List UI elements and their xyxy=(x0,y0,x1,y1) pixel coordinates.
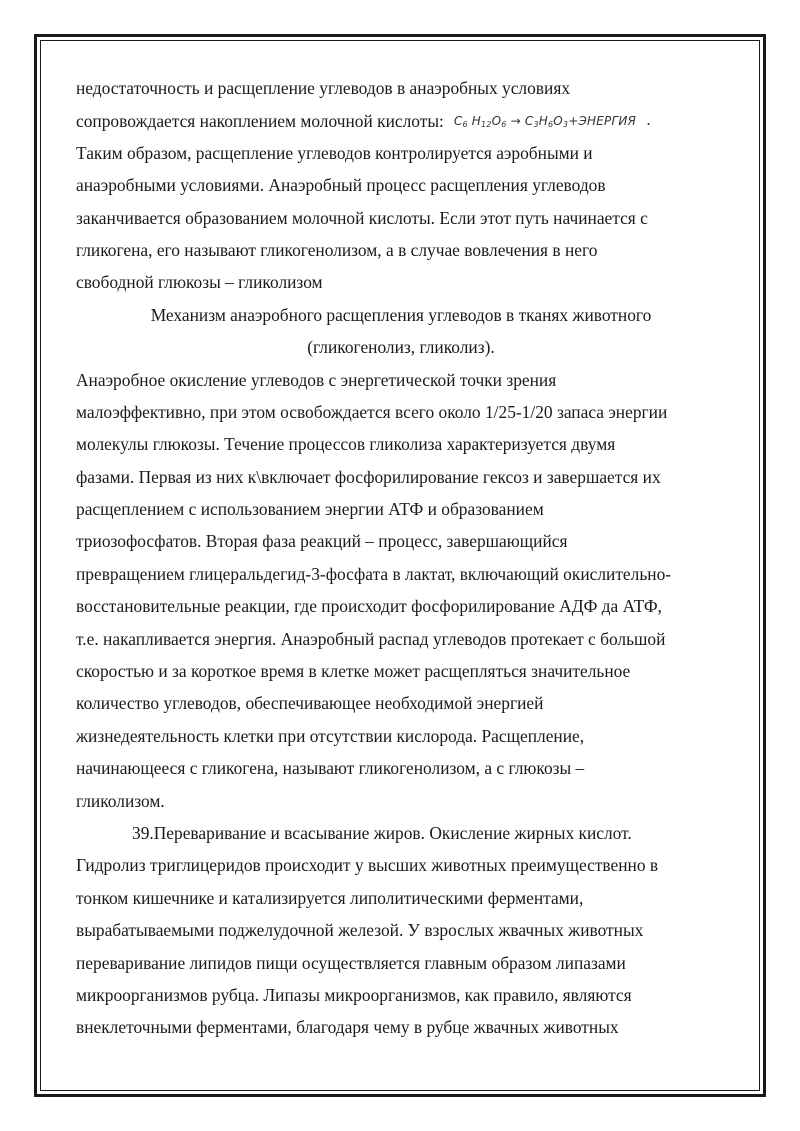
text-line: Анаэробное окисление углеводов с энергетической точки зрения xyxy=(76,369,557,390)
text-line: т.е. накапливается энергия. Анаэробный распад углеводов протекает с большой xyxy=(76,628,666,649)
text-line: гликолизом. xyxy=(76,790,165,811)
text-line: недостаточность и расщепление углеводов в анаэробных условиях xyxy=(76,78,571,98)
text-line: Гидролиз триглицеридов происходит у высших животных преимущественно в xyxy=(76,855,659,876)
text-line: свободной глюкозы – гликолизом xyxy=(76,272,323,293)
text-line: молекулы глюкозы. Течение процессов гликолиза характеризуется двумя xyxy=(76,434,616,455)
text-line: превращением глицеральдегид-3-фосфата в лактат, включающий окислительно- xyxy=(76,563,672,584)
text-line: количество углеводов, обеспечивающее необходимой энергией xyxy=(76,693,544,714)
paragraph-heading: 39.Переваривание и всасывание жиров. Окисление жирных кислот. xyxy=(132,822,632,843)
text-line-with-formula xyxy=(76,104,726,136)
text-line: гликогена, его называют гликогенолизом, а в случае вовлечения в него xyxy=(76,239,598,260)
text-line: малоэффективно, при этом освобождается всего около 1/25-1/20 запаса энергии xyxy=(76,401,668,422)
text-line: заканчивается образованием молочной кислоты. Если этот путь начинается с xyxy=(76,207,648,228)
text-line: анаэробными условиями. Анаэробный процесс расщепления углеводов xyxy=(76,175,606,196)
text-line: жизнедеятельность клетки при отсутствии кислорода. Расщепление, xyxy=(76,725,585,746)
text-line: переваривание липидов пищи осуществляется главным образом липазами xyxy=(76,952,626,973)
document-body xyxy=(76,72,726,1044)
text-line: Таким образом, расщепление углеводов контролируется аэробными и xyxy=(76,142,593,163)
section-heading: Механизм анаэробного расщепления углеводов в тканях животного xyxy=(150,304,652,325)
chemical-equation: $C_6$ $H_{12}O_6$ → $C_3H_6O_3+ЭНЕРГИЯ$ . xyxy=(453,111,652,130)
text-line: сопровождается накоплением молочной кислоты: xyxy=(76,111,444,132)
text-line: тонком кишечнике и катализируется липолитическими ферментами, xyxy=(76,887,584,908)
text-line: восстановительные реакции, где происходит фосфорилирование АДФ да АТФ, xyxy=(76,596,662,617)
text-line: расщеплением с использованием энергии АТФ и образованием xyxy=(76,499,544,520)
section-heading: (гликогенолиз, гликолиз). xyxy=(307,337,495,358)
text-line: фазами. Первая из них к\включает фосфорилирование гексоз и завершается их xyxy=(76,466,661,487)
text-line: начинающееся с гликогена, называют гликогенолизом, а с глюкозы – xyxy=(76,758,585,779)
text-line: микроорганизмов рубца. Липазы микроорганизмов, как правило, являются xyxy=(76,984,632,1005)
text-line: триозофосфатов. Вторая фаза реакций – процесс, завершающийся xyxy=(76,531,568,552)
text-line: вырабатываемыми поджелудочной железой. У взрослых жвачных животных xyxy=(76,920,644,941)
text-line: скоростью и за короткое время в клетке может расщепляться значительное xyxy=(76,661,631,682)
text-line: внеклеточными ферментами, благодаря чему в рубце жвачных животных xyxy=(76,1017,619,1038)
